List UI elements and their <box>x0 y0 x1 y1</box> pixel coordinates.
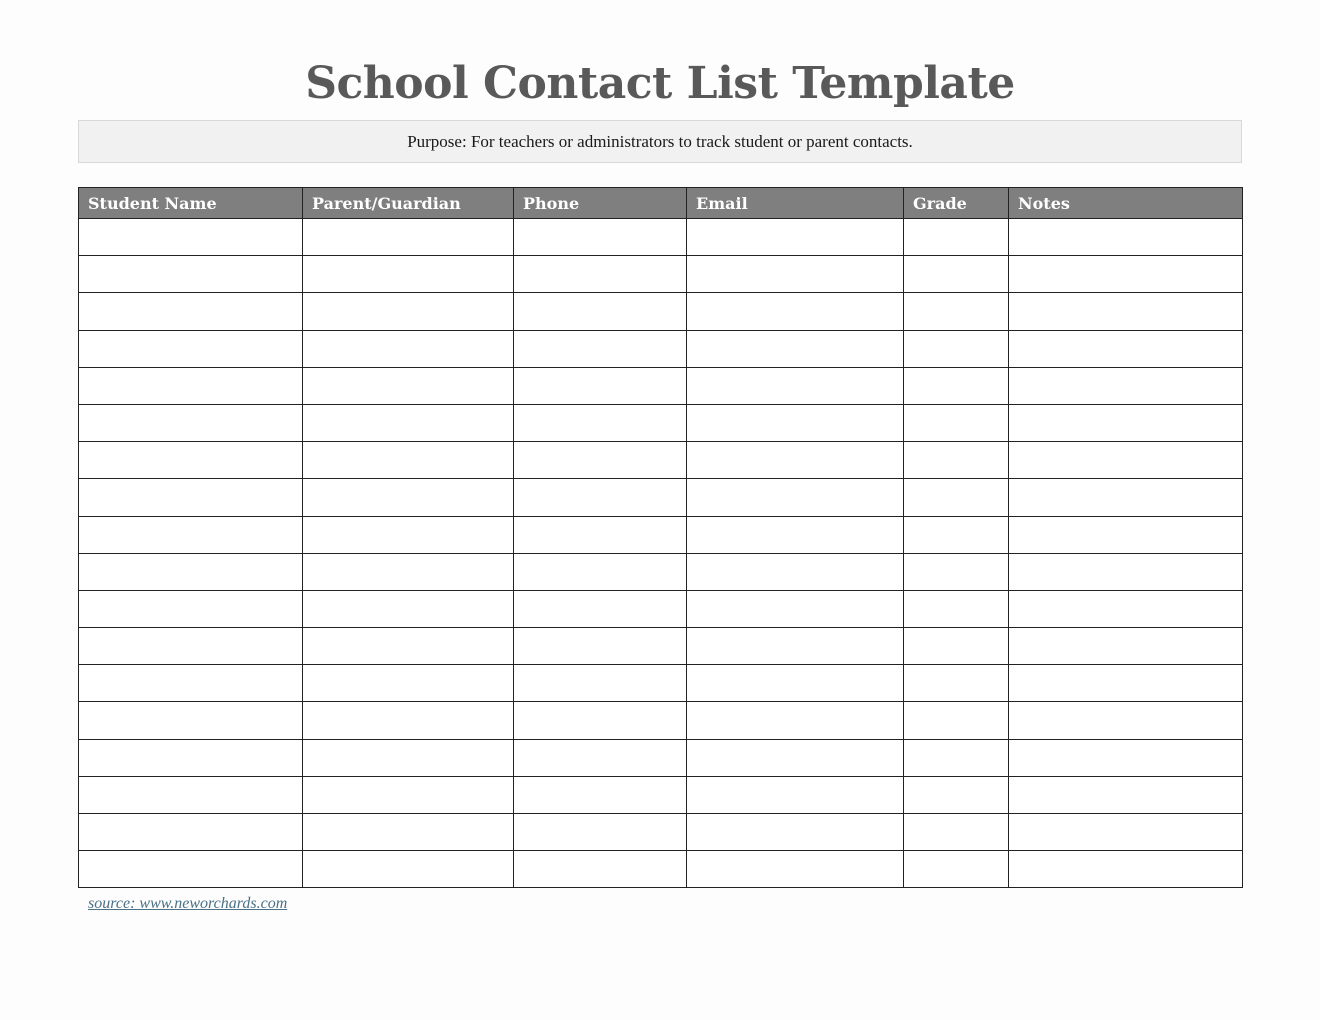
table-row <box>79 776 1243 813</box>
cell-notes[interactable] <box>1009 479 1243 516</box>
cell-email[interactable] <box>687 739 904 776</box>
cell-phone[interactable] <box>514 516 687 553</box>
cell-student-name[interactable] <box>79 851 303 888</box>
cell-grade[interactable] <box>904 442 1009 479</box>
cell-email[interactable] <box>687 367 904 404</box>
cell-grade[interactable] <box>904 739 1009 776</box>
cell-notes[interactable] <box>1009 442 1243 479</box>
cell-phone[interactable] <box>514 256 687 293</box>
cell-notes[interactable] <box>1009 590 1243 627</box>
cell-email[interactable] <box>687 442 904 479</box>
cell-notes[interactable] <box>1009 293 1243 330</box>
cell-notes[interactable] <box>1009 553 1243 590</box>
cell-email[interactable] <box>687 404 904 441</box>
table-row <box>79 367 1243 404</box>
cell-notes[interactable] <box>1009 404 1243 441</box>
table-row <box>79 665 1243 702</box>
cell-parent-guardian[interactable] <box>303 330 514 367</box>
cell-parent-guardian[interactable] <box>303 590 514 627</box>
cell-parent-guardian[interactable] <box>303 851 514 888</box>
cell-notes[interactable] <box>1009 702 1243 739</box>
table-row <box>79 330 1243 367</box>
cell-parent-guardian[interactable] <box>303 404 514 441</box>
cell-student-name[interactable] <box>79 516 303 553</box>
cell-phone[interactable] <box>514 293 687 330</box>
table-row <box>79 404 1243 441</box>
cell-email[interactable] <box>687 479 904 516</box>
cell-notes[interactable] <box>1009 851 1243 888</box>
column-header-student-name: Student Name <box>79 188 303 219</box>
cell-grade[interactable] <box>904 665 1009 702</box>
cell-grade[interactable] <box>904 851 1009 888</box>
cell-email[interactable] <box>687 219 904 256</box>
cell-student-name[interactable] <box>79 367 303 404</box>
cell-phone[interactable] <box>514 628 687 665</box>
cell-grade[interactable] <box>904 404 1009 441</box>
cell-email[interactable] <box>687 814 904 851</box>
page-title: School Contact List Template <box>305 58 1015 109</box>
table-row <box>79 293 1243 330</box>
cell-email[interactable] <box>687 628 904 665</box>
cell-grade[interactable] <box>904 516 1009 553</box>
table-row <box>79 442 1243 479</box>
cell-email[interactable] <box>687 590 904 627</box>
cell-student-name[interactable] <box>79 665 303 702</box>
cell-notes[interactable] <box>1009 516 1243 553</box>
cell-parent-guardian[interactable] <box>303 665 514 702</box>
cell-phone[interactable] <box>514 590 687 627</box>
cell-parent-guardian[interactable] <box>303 442 514 479</box>
cell-student-name[interactable] <box>79 739 303 776</box>
table-row <box>79 739 1243 776</box>
cell-email[interactable] <box>687 776 904 813</box>
cell-phone[interactable] <box>514 367 687 404</box>
table-row <box>79 479 1243 516</box>
cell-phone[interactable] <box>514 851 687 888</box>
cell-phone[interactable] <box>514 219 687 256</box>
cell-grade[interactable] <box>904 628 1009 665</box>
cell-student-name[interactable] <box>79 404 303 441</box>
source-link[interactable]: source: www.neworchards.com <box>88 895 288 912</box>
column-header-email: Email <box>687 188 904 219</box>
cell-notes[interactable] <box>1009 665 1243 702</box>
cell-grade[interactable] <box>904 479 1009 516</box>
cell-grade[interactable] <box>904 702 1009 739</box>
cell-grade[interactable] <box>904 553 1009 590</box>
table-row <box>79 590 1243 627</box>
table-row <box>79 256 1243 293</box>
column-header-parent-guardian: Parent/Guardian <box>303 188 514 219</box>
cell-phone[interactable] <box>514 553 687 590</box>
cell-email[interactable] <box>687 330 904 367</box>
cell-parent-guardian[interactable] <box>303 553 514 590</box>
cell-notes[interactable] <box>1009 367 1243 404</box>
column-header-grade: Grade <box>904 188 1009 219</box>
cell-grade[interactable] <box>904 367 1009 404</box>
cell-grade[interactable] <box>904 330 1009 367</box>
cell-grade[interactable] <box>904 814 1009 851</box>
table-row <box>79 516 1243 553</box>
table-row <box>79 628 1243 665</box>
cell-notes[interactable] <box>1009 628 1243 665</box>
cell-parent-guardian[interactable] <box>303 367 514 404</box>
cell-parent-guardian[interactable] <box>303 702 514 739</box>
table-row <box>79 702 1243 739</box>
table-row <box>79 553 1243 590</box>
cell-phone[interactable] <box>514 404 687 441</box>
cell-phone[interactable] <box>514 702 687 739</box>
column-header-notes: Notes <box>1009 188 1243 219</box>
cell-email[interactable] <box>687 516 904 553</box>
cell-student-name[interactable] <box>79 590 303 627</box>
table-row <box>79 814 1243 851</box>
cell-parent-guardian[interactable] <box>303 814 514 851</box>
purpose-banner: Purpose: For teachers or administrators to track student or parent contacts. <box>78 120 1242 163</box>
cell-phone[interactable] <box>514 479 687 516</box>
table-row <box>79 219 1243 256</box>
contact-table <box>78 187 1243 888</box>
cell-phone[interactable] <box>514 442 687 479</box>
cell-parent-guardian[interactable] <box>303 739 514 776</box>
cell-phone[interactable] <box>514 330 687 367</box>
cell-student-name[interactable] <box>79 256 303 293</box>
cell-student-name[interactable] <box>79 479 303 516</box>
cell-email[interactable] <box>687 553 904 590</box>
cell-notes[interactable] <box>1009 330 1243 367</box>
cell-parent-guardian[interactable] <box>303 628 514 665</box>
cell-student-name[interactable] <box>79 628 303 665</box>
cell-email[interactable] <box>687 293 904 330</box>
cell-parent-guardian[interactable] <box>303 479 514 516</box>
cell-notes[interactable] <box>1009 219 1243 256</box>
cell-notes[interactable] <box>1009 739 1243 776</box>
cell-grade[interactable] <box>904 293 1009 330</box>
cell-phone[interactable] <box>514 665 687 702</box>
column-header-phone: Phone <box>514 188 687 219</box>
cell-parent-guardian[interactable] <box>303 776 514 813</box>
cell-student-name[interactable] <box>79 293 303 330</box>
cell-parent-guardian[interactable] <box>303 219 514 256</box>
cell-student-name[interactable] <box>79 814 303 851</box>
cell-phone[interactable] <box>514 776 687 813</box>
cell-email[interactable] <box>687 702 904 739</box>
cell-email[interactable] <box>687 851 904 888</box>
cell-parent-guardian[interactable] <box>303 516 514 553</box>
cell-grade[interactable] <box>904 776 1009 813</box>
cell-student-name[interactable] <box>79 219 303 256</box>
cell-notes[interactable] <box>1009 814 1243 851</box>
cell-student-name[interactable] <box>79 702 303 739</box>
cell-student-name[interactable] <box>79 442 303 479</box>
cell-grade[interactable] <box>904 256 1009 293</box>
table-header-row <box>79 188 1243 219</box>
cell-student-name[interactable] <box>79 330 303 367</box>
cell-grade[interactable] <box>904 219 1009 256</box>
cell-email[interactable] <box>687 665 904 702</box>
cell-phone[interactable] <box>514 739 687 776</box>
cell-student-name[interactable] <box>79 776 303 813</box>
cell-grade[interactable] <box>904 590 1009 627</box>
cell-parent-guardian[interactable] <box>303 256 514 293</box>
cell-email[interactable] <box>687 256 904 293</box>
cell-student-name[interactable] <box>79 553 303 590</box>
cell-notes[interactable] <box>1009 776 1243 813</box>
cell-phone[interactable] <box>514 814 687 851</box>
table-row <box>79 851 1243 888</box>
cell-parent-guardian[interactable] <box>303 293 514 330</box>
cell-notes[interactable] <box>1009 256 1243 293</box>
